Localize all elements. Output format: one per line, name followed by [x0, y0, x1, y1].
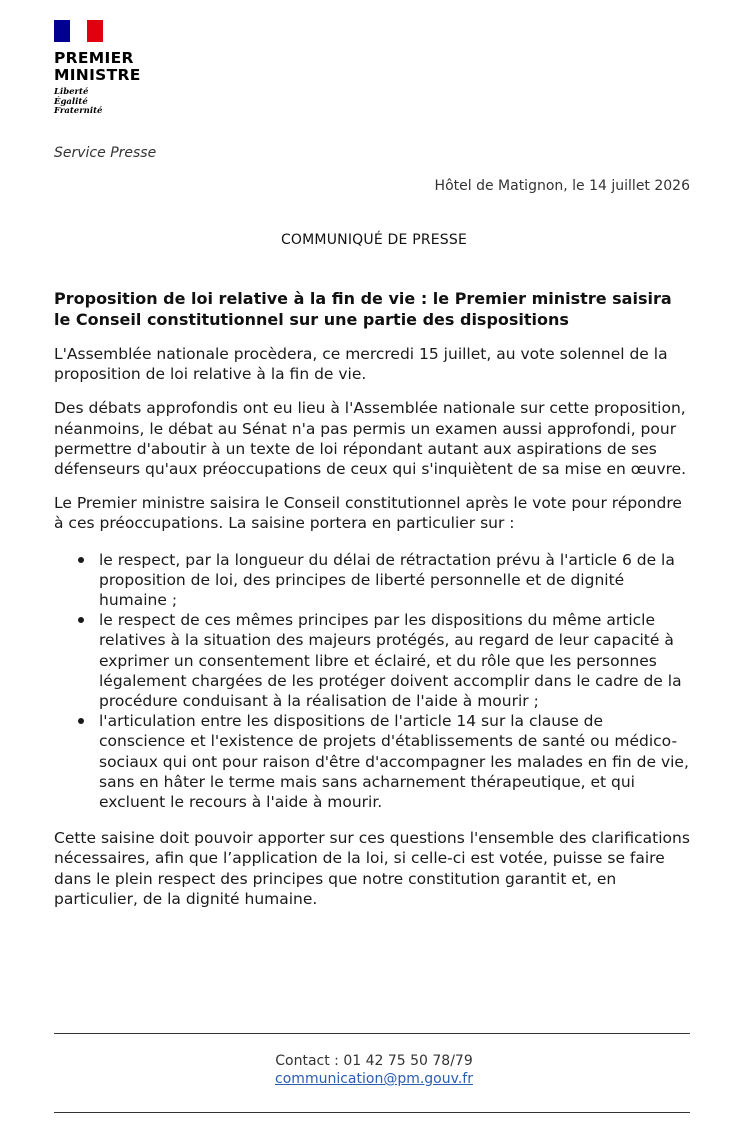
- contact-phone: Contact : 01 42 75 50 78/79: [275, 1053, 473, 1069]
- paragraph-debates: Des débats approfondis ont eu lieu à l'Assemblée nationale sur cette proposition, néanmoins, le débat au Sénat n'a pas permis un examen aussi approfondi, pour permettre d'aboutir à un texte de loi répondant autant aux aspirations de ses défenseurs qu'aux préoccupations de ceux qui s'inquiètent de sa mise en œuvre.: [54, 399, 687, 479]
- document-type-heading: COMMUNIQUÉ DE PRESSE: [280, 232, 468, 248]
- saisine-points-list: [54, 550, 690, 813]
- french-flag-icon: [54, 20, 103, 42]
- footer-divider-bottom: [54, 1112, 690, 1113]
- motto-egalite: Égalité: [54, 96, 88, 107]
- brand-line-2: MINISTRE: [54, 66, 141, 84]
- contact-footer: [0, 1052, 748, 1088]
- bullet-icon: [78, 617, 84, 623]
- dateline: Hôtel de Matignon, le 14 juillet 2026: [434, 178, 690, 194]
- list-item-text: le respect de ces mêmes principes par les dispositions du même article relatives à la situation des majeurs protégés, au regard de leur capacité à exprimer un consentement libre et éclairé, et du rôle que les personnes légalement chargées de les protéger doivent accomplir dans le cadre de la procédure conduisant à la réalisation de l'aide à mourir ;: [99, 611, 682, 711]
- premier-ministre-logo: [54, 20, 174, 117]
- bullet-icon: [78, 557, 84, 563]
- republic-motto: [54, 88, 174, 117]
- paragraph-saisine: Le Premier ministre saisira le Conseil constitutionnel après le vote pour répondre à ces préoccupations. La saisine portera en particulier sur :: [54, 494, 682, 533]
- paragraph-vote: L'Assemblée nationale procèdera, ce mercredi 15 juillet, au vote solennel de la proposition de loi relative à la fin de vie.: [54, 345, 668, 384]
- list-item: [99, 711, 690, 812]
- paragraph-closing: Cette saisine doit pouvoir apporter sur ces questions l'ensemble des clarifications nécessaires, afin que l’application de la loi, si celle-ci est votée, puisse se faire dans le plein respect des principes que notre constitution garantit et, en particulier, de la dignité humaine.: [54, 829, 690, 908]
- list-item: [99, 610, 690, 711]
- contact-email-link[interactable]: communication@pm.gouv.fr: [275, 1071, 473, 1087]
- release-headline: Proposition de loi relative à la fin de vie : le Premier ministre saisira le Conseil constitutionnel sur une partie des dispositions: [54, 289, 672, 329]
- list-item-text: le respect, par la longueur du délai de rétractation prévu à l'article 6 de la proposition de loi, des principes de liberté personnelle et de dignité humaine ;: [99, 550, 675, 610]
- list-item: [99, 550, 690, 611]
- motto-liberte: Liberté: [54, 87, 89, 97]
- bullet-icon: [78, 718, 84, 724]
- release-body: [54, 288, 690, 923]
- footer-divider-top: [54, 1033, 690, 1034]
- brand-line-1: PREMIER: [54, 49, 134, 67]
- list-item-text: l'articulation entre les dispositions de l'article 14 sur la clause de conscience et l'existence de projets d'établissements de santé ou médico-sociaux qui ont pour raison d'être d'accompagner les malades en fin de vie, sans en hâter le terme mais sans acharnement thérapeutique, et qui excluent le recours à l'aide à mourir.: [99, 712, 689, 812]
- motto-fraternite: Fraternité: [54, 106, 103, 116]
- service-presse-label: Service Presse: [54, 145, 157, 161]
